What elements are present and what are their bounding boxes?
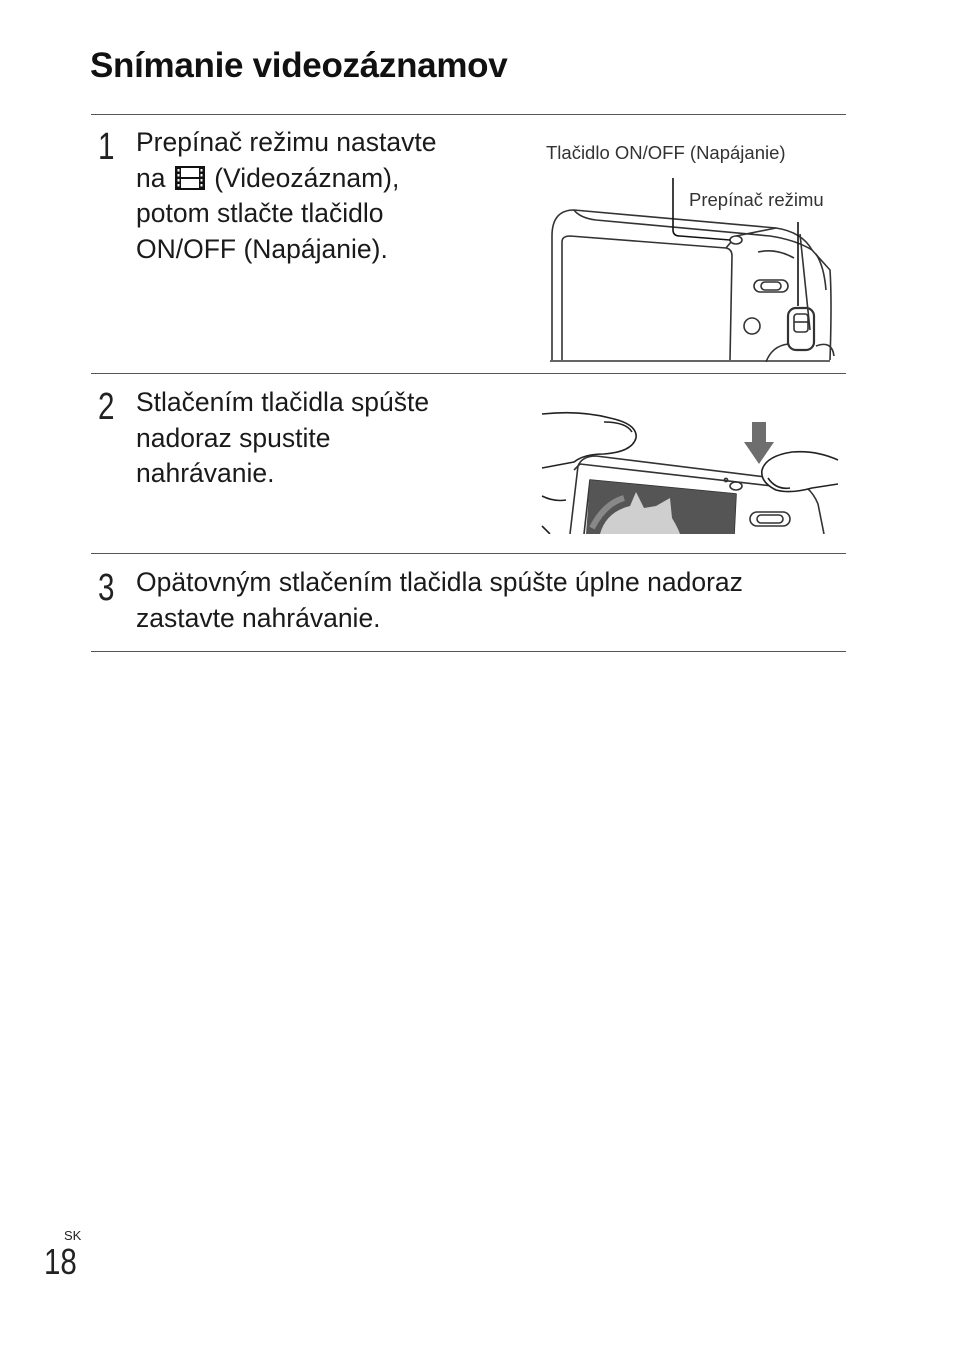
step-2-line-2: nadoraz spustite <box>136 422 331 453</box>
divider <box>91 553 846 554</box>
step-1-line-2 <box>136 161 436 197</box>
divider <box>91 651 846 652</box>
step-1-line-2b: (Videozáznam), <box>214 162 400 193</box>
language-code: SK <box>64 1228 82 1243</box>
page-number: 18 <box>44 1241 77 1282</box>
callout-power-button: Tlačidlo ON/OFF (Napájanie) <box>546 142 786 163</box>
shutter-press-illustration <box>540 408 840 534</box>
camera-top-illustration <box>540 170 840 362</box>
step-1-line-4: ON/OFF (Napájanie). <box>136 233 388 264</box>
page-title: Snímanie videozáznamov <box>90 46 508 85</box>
step-1-line-1: Prepínač režimu nastavte <box>136 127 437 157</box>
divider <box>91 373 846 374</box>
step-2-text <box>136 385 429 492</box>
step-2-number: 2 <box>98 386 115 428</box>
step-3-text <box>136 565 743 636</box>
divider <box>91 114 846 115</box>
step-3-line-2: zastavte nahrávanie. <box>136 602 381 633</box>
step-2-line-1: Stlačením tlačidla spúšte <box>136 387 430 417</box>
step-3-number: 3 <box>98 567 115 609</box>
step-1-text <box>136 125 436 267</box>
step-1-line-2a: na <box>136 162 166 193</box>
step-3-line-1: Opätovným stlačením tlačidla spúšte úplne nadoraz <box>136 567 743 597</box>
step-1-line-3: potom stlačte tlačidlo <box>136 198 384 228</box>
step-1-number: 1 <box>98 126 115 168</box>
movie-mode-icon <box>175 166 205 190</box>
callout-mode-switch: Prepínač režimu <box>689 189 824 210</box>
step-2-line-3: nahrávanie. <box>136 458 275 488</box>
